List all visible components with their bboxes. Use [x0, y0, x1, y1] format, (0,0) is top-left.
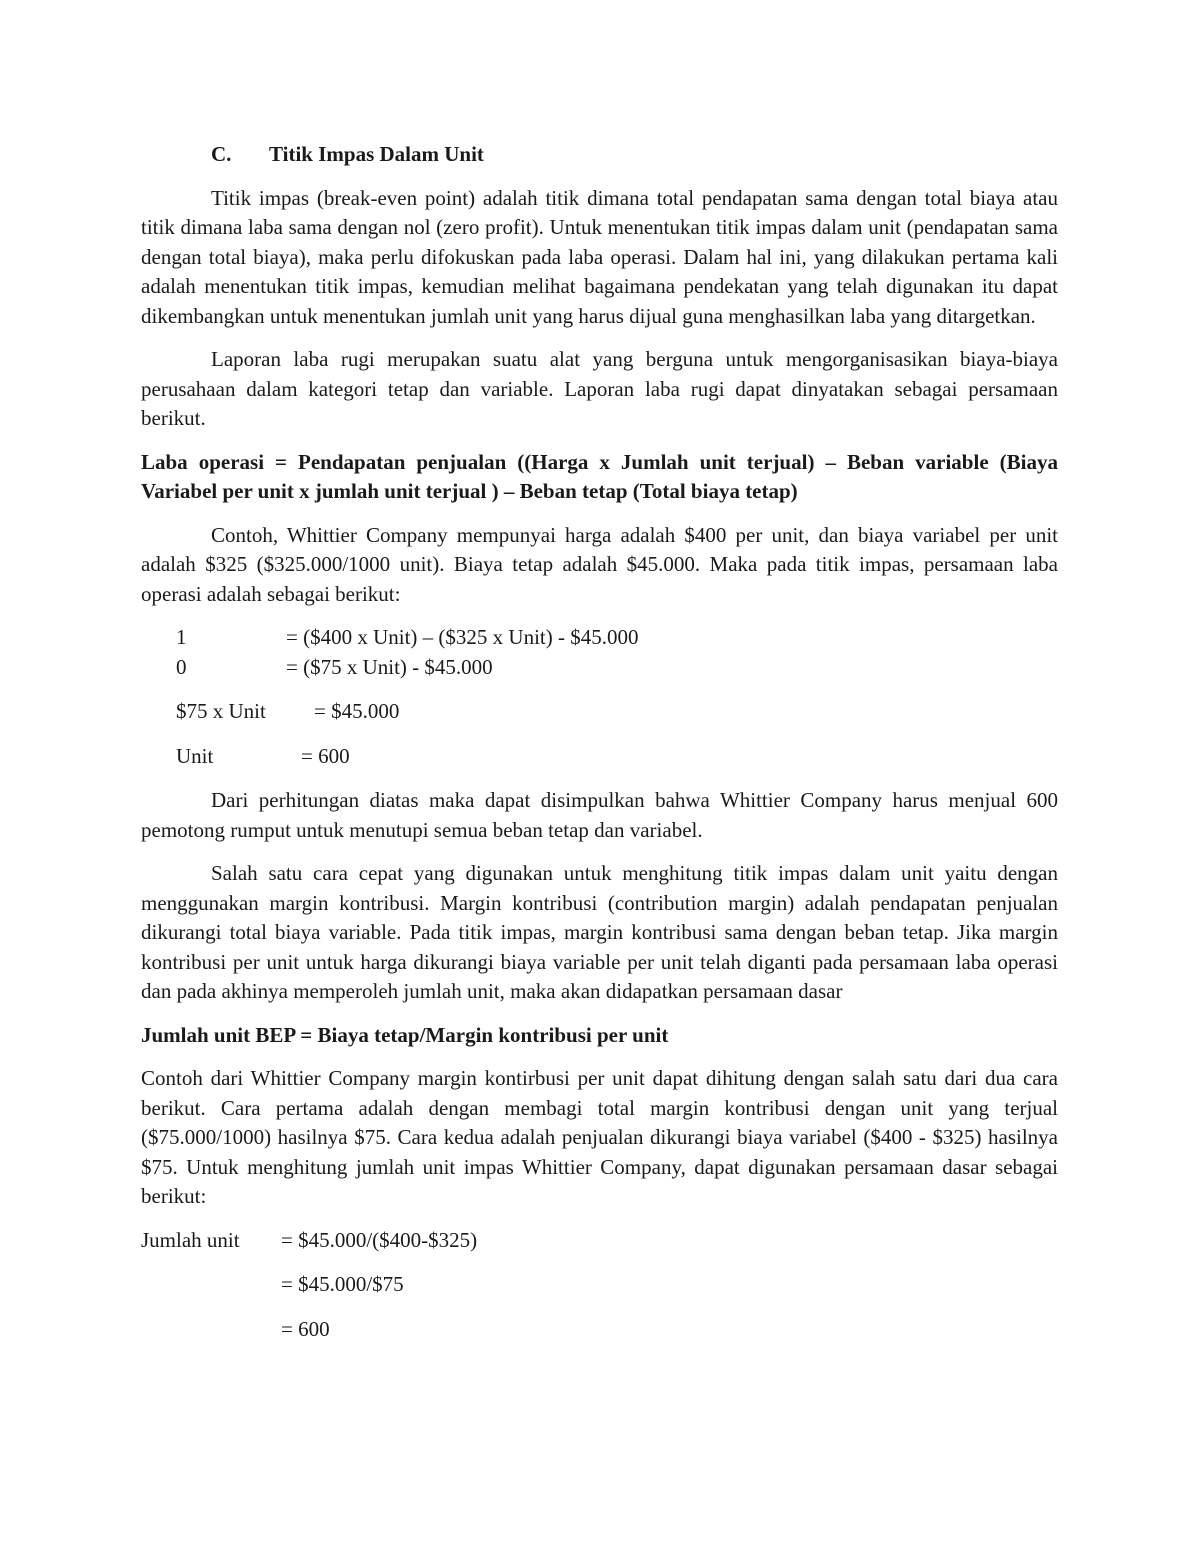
calc-lhs: 1 — [176, 625, 187, 649]
formula-operating-profit: Laba operasi = Pendapatan penjualan ((Harga x Jumlah unit terjual) – Beban variable (Biaya Variabel per unit x jumlah unit terjual ) – Beban tetap (Total biaya tetap) — [141, 449, 1058, 503]
paragraph-example-2: Contoh dari Whittier Company margin kontirbusi per unit dapat dihitung dengan salah satu dari dua cara berikut. Cara pertama adalah dengan membagi total margin kontribusi dengan unit yang terjual ($75.000/1000) hasilnya $75. Cara kedua adalah penjualan dikurangi biaya variabel ($400 - $325) hasilnya $75. Untuk menghitung jumlah unit impas Whittier Company, dapat digunakan persamaan dasar sebagai berikut: — [141, 1066, 1058, 1208]
section-heading — [141, 140, 1058, 170]
calc-row — [176, 623, 1058, 653]
calc-row — [176, 697, 1058, 727]
formula-bep-units: Jumlah unit BEP = Biaya tetap/Margin kontribusi per unit — [141, 1022, 669, 1047]
section-title: Titik Impas Dalam Unit — [269, 142, 484, 166]
paragraph-example: Contoh, Whittier Company mempunyai harga adalah $400 per unit, dan biaya variabel per unit adalah $325 ($325.000/1000 unit). Biaya tetap adalah $45.000. Maka pada titik impas, persamaan laba operasi adalah sebagai berikut: — [141, 522, 1058, 606]
calc-row — [176, 653, 1058, 683]
calc-rhs: = $45.000/$75 — [281, 1272, 404, 1296]
calc-rhs: = ($400 x Unit) – ($325 x Unit) - $45.000 — [286, 625, 639, 649]
calc-lhs: Jumlah unit — [141, 1227, 240, 1252]
paragraph-conclusion: Dari perhitungan diatas maka dapat disimpulkan bahwa Whittier Company harus menjual 600 pemotong rumput untuk menutupi semua beban tetap dan variabel. — [141, 788, 1058, 842]
calculation-block-2 — [141, 1226, 1058, 1345]
calc-row — [141, 1270, 1058, 1300]
calc-rhs: = $45.000/($400-$325) — [281, 1227, 478, 1252]
calc-rhs: = 600 — [281, 1316, 330, 1341]
calc-row — [176, 742, 1058, 772]
calc-lhs: $75 x Unit — [176, 699, 266, 723]
calc-lhs: 0 — [176, 654, 187, 679]
calc-lhs: Unit — [176, 743, 214, 768]
calc-rhs: = ($75 x Unit) - $45.000 — [286, 654, 493, 679]
calc-rhs: = $45.000 — [314, 699, 400, 723]
calculation-block-1 — [141, 623, 1058, 771]
section-letter: C. — [211, 142, 232, 166]
paragraph-income-statement: Laporan laba rugi merupakan suatu alat yang berguna untuk mengorganisasikan biaya-biaya perusahaan dalam kategori tetap dan variable. Laporan laba rugi dapat dinyatakan sebagai persamaan berikut. — [141, 347, 1058, 430]
calc-row — [141, 1315, 1058, 1345]
document-page — [141, 140, 1058, 1344]
calc-rhs: = 600 — [301, 743, 350, 768]
paragraph-contribution-margin: Salah satu cara cepat yang digunakan untuk menghitung titik impas dalam unit yaitu dengan menggunakan margin kontribusi. Margin kontribusi (contribution margin) adalah pendapatan penjualan dikurangi total biaya variable. Pada titik impas, margin kontribusi sama dengan beban tetap. Jika margin kontribusi per unit untuk harga dikurangi biaya variable per unit telah diganti pada persamaan laba operasi dan pada akhinya memperoleh jumlah unit, maka akan didapatkan persamaan dasar — [141, 861, 1058, 1003]
calc-row — [141, 1226, 1058, 1256]
paragraph-definition: Titik impas (break-even point) adalah titik dimana total pendapatan sama dengan total biaya atau titik dimana laba sama dengan nol (zero profit). Untuk menentukan titik impas dalam unit (pendapatan sama dengan total biaya), maka perlu difokuskan pada laba operasi. Dalam hal ini, yang dilakukan pertama kali adalah menentukan titik impas, kemudian melihat bagaimana pendekatan yang telah digunakan itu dapat dikembangkan untuk menentukan jumlah unit yang harus dijual guna menghasilkan laba yang ditargetkan. — [141, 185, 1058, 328]
